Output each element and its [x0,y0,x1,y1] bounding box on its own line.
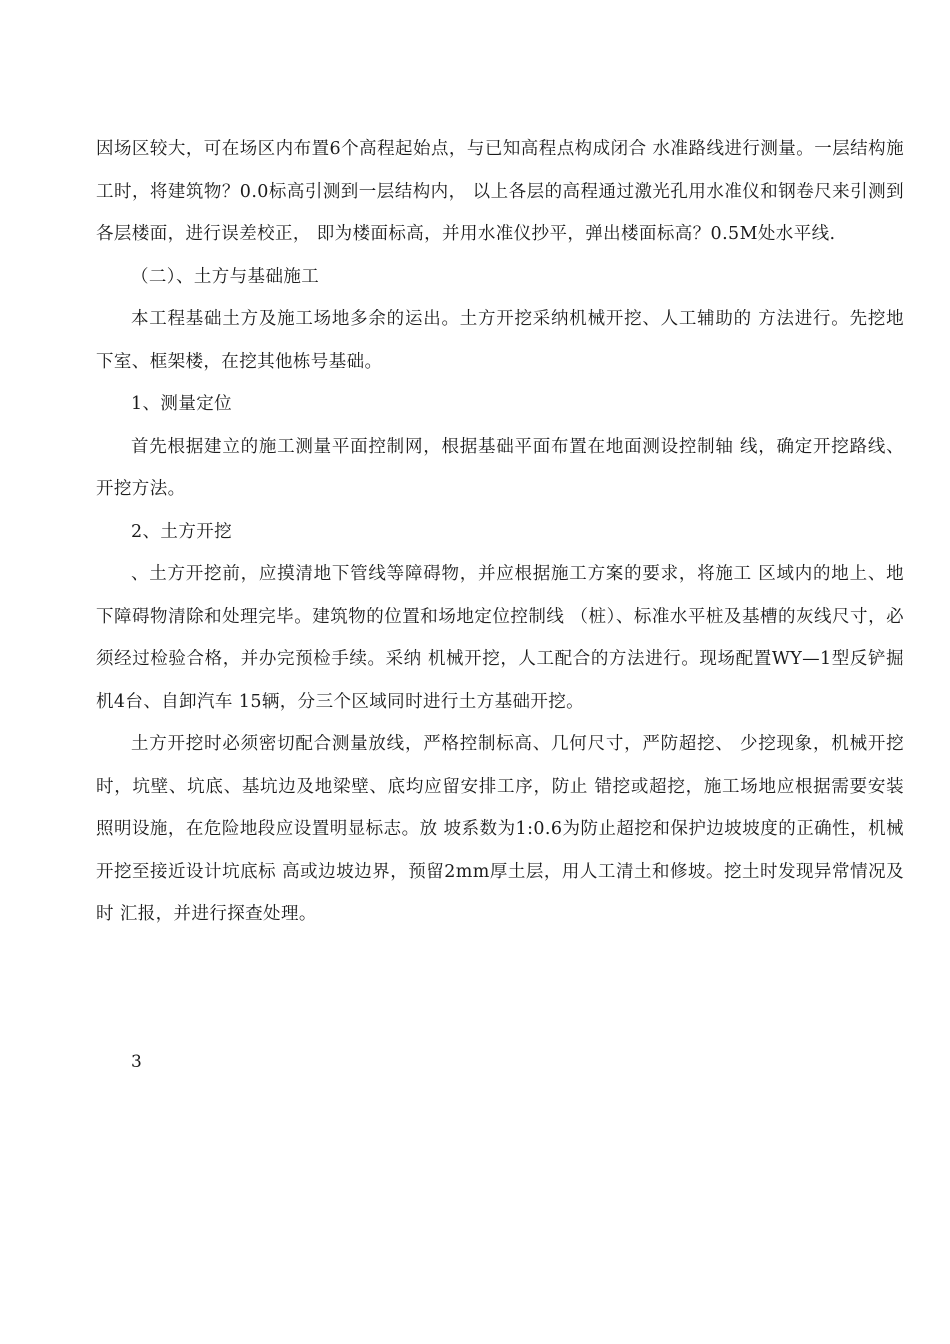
subheading-survey-positioning: 1、测量定位 [131,394,233,414]
paragraph-excavation-preparation: 、土方开挖前，应摸清地下管线等障碍物，并应根据施工方案的要求，将施工 区域内的地上、地下障碍物清除和处理完毕。建筑物的位置和场地定位控制线 （桩）、标准水平桩及基槽的灰线尺寸，必须经过检验合格，并办完预检手续。采纳 机械开挖，人工配合的方法进行。现场配置WY—1型反铲掘机4台、自卸汽车 15辆，分三个区域同时进行土方基础开挖。 [96,564,904,712]
document-body [96,128,904,936]
paragraph-elevation-survey: 因场区较大，可在场区内布置6个高程起始点，与已知高程点构成闭合 水准路线进行测量。一层结构施工时，将建筑物？0.0标高引测到一层结构内， 以上各层的高程通过激光孔用水准仪和钢卷尺来引测到各层楼面，进行误差校正， 即为楼面标高，并用水准仪抄平，弹出楼面标高？0.5M处水平线. [96,139,904,244]
paragraph-earthwork-overview: 本工程基础土方及施工场地多余的运出。土方开挖采纳机械开挖、人工辅助的 方法进行。先挖地下室、框架楼，在挖其他栋号基础。 [96,309,904,372]
section-heading-earthwork-foundation: （二）、土方与基础施工 [131,266,320,287]
page-number: 3 [131,1052,142,1072]
subheading-earth-excavation: 2、土方开挖 [131,521,233,542]
paragraph-excavation-control: 土方开挖时必须密切配合测量放线，严格控制标高、几何尺寸，严防超挖、 少挖现象，机械开挖时，坑壁、坑底、基坑边及地梁壁、底均应留安排工序，防止 错挖或超挖，施工场地应根据需要安装照明设施，在危险地段应设置明显标志。放 坡系数为1:0.6为防止超挖和保护边坡坡度的正确性，机械开挖至接近设计坑底标 高或边坡边界，预留2mm厚土层，用人工清土和修坡。挖土时发现异常情况及时 汇报，并进行探查处理。 [96,734,904,924]
paragraph-survey-positioning: 首先根据建立的施工测量平面控制网，根据基础平面布置在地面测设控制轴 线，确定开挖路线、开挖方法。 [96,436,904,499]
